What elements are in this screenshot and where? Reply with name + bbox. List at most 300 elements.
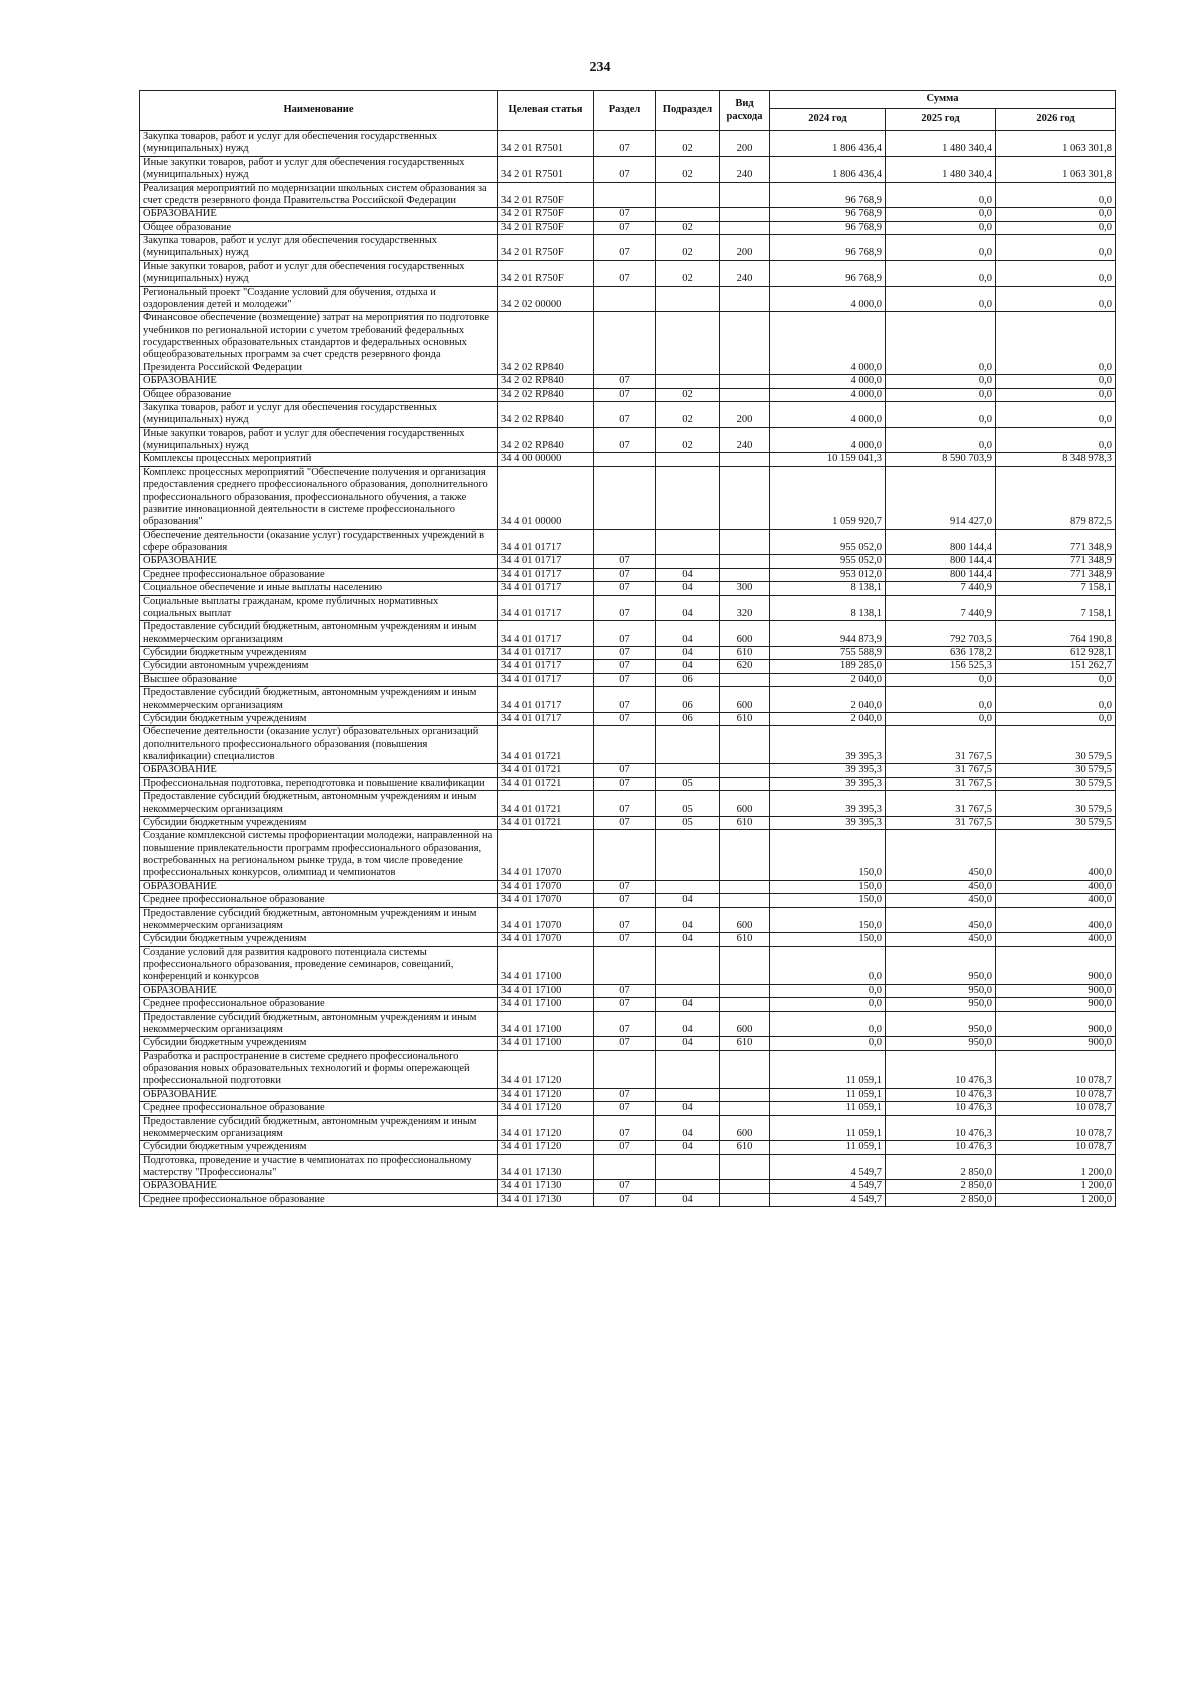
row-sum-2025: 0,0	[886, 221, 996, 234]
row-subsection: 04	[656, 1141, 720, 1154]
table-row	[140, 647, 1116, 660]
table-row	[140, 529, 1116, 555]
row-section: 07	[594, 208, 656, 221]
row-sum-2024: 150,0	[770, 880, 886, 893]
row-target-article: 34 4 01 01717	[498, 555, 594, 568]
table-row	[140, 401, 1116, 427]
row-sum-2025: 950,0	[886, 1011, 996, 1037]
row-expense-type	[720, 388, 770, 401]
row-subsection	[656, 453, 720, 466]
row-subsection: 02	[656, 388, 720, 401]
row-sum-2024: 11 059,1	[770, 1088, 886, 1101]
row-expense-type	[720, 375, 770, 388]
row-sum-2026: 151 262,7	[996, 660, 1116, 673]
row-sum-2026: 7 158,1	[996, 582, 1116, 595]
row-subsection	[656, 946, 720, 984]
row-subsection	[656, 1154, 720, 1180]
table-row	[140, 182, 1116, 208]
row-target-article: 34 2 01 R750F	[498, 235, 594, 261]
table-row	[140, 894, 1116, 907]
row-sum-2026: 0,0	[996, 375, 1116, 388]
row-subsection: 04	[656, 1193, 720, 1206]
row-target-article: 34 4 01 17120	[498, 1088, 594, 1101]
row-name: Субсидии бюджетным учреждениям	[140, 1141, 498, 1154]
row-name: Закупка товаров, работ и услуг для обеспечения государственных (муниципальных) нужд	[140, 401, 498, 427]
row-sum-2024: 2 040,0	[770, 673, 886, 686]
row-section: 07	[594, 647, 656, 660]
row-sum-2025: 450,0	[886, 830, 996, 881]
row-sum-2026: 900,0	[996, 946, 1116, 984]
row-sum-2025: 8 590 703,9	[886, 453, 996, 466]
row-sum-2025: 10 476,3	[886, 1141, 996, 1154]
row-name: Субсидии бюджетным учреждениям	[140, 647, 498, 660]
row-expense-type	[720, 568, 770, 581]
row-section: 07	[594, 1180, 656, 1193]
row-section: 07	[594, 816, 656, 829]
row-expense-type: 200	[720, 401, 770, 427]
row-sum-2024: 96 768,9	[770, 260, 886, 286]
row-subsection: 04	[656, 933, 720, 946]
table-row	[140, 286, 1116, 312]
row-sum-2026: 0,0	[996, 260, 1116, 286]
row-section: 07	[594, 1141, 656, 1154]
row-sum-2025: 914 427,0	[886, 466, 996, 529]
row-section: 07	[594, 712, 656, 725]
row-sum-2024: 2 040,0	[770, 687, 886, 713]
row-name: Комплекс процессных мероприятий "Обеспечение получения и организация предоставления среднего профессионального образования, дополнительного профессионального образования, профессионального обучения, а также развитие инновационной деятельности в системе профессионального образования"	[140, 466, 498, 529]
row-sum-2025: 950,0	[886, 1037, 996, 1050]
row-subsection	[656, 726, 720, 764]
table-row	[140, 453, 1116, 466]
row-name: Общее образование	[140, 388, 498, 401]
row-target-article: 34 2 02 RP840	[498, 388, 594, 401]
row-subsection: 05	[656, 777, 720, 790]
row-sum-2025: 31 767,5	[886, 764, 996, 777]
row-target-article: 34 4 01 17120	[498, 1115, 594, 1141]
row-expense-type: 610	[720, 647, 770, 660]
row-target-article: 34 4 01 17120	[498, 1141, 594, 1154]
row-target-article: 34 4 01 17100	[498, 984, 594, 997]
row-section	[594, 453, 656, 466]
row-target-article: 34 4 01 17130	[498, 1154, 594, 1180]
table-row	[140, 998, 1116, 1011]
row-sum-2024: 4 000,0	[770, 401, 886, 427]
row-subsection: 04	[656, 582, 720, 595]
row-sum-2026: 1 063 301,8	[996, 131, 1116, 157]
table-row	[140, 1193, 1116, 1206]
row-subsection: 02	[656, 156, 720, 182]
row-sum-2026: 0,0	[996, 182, 1116, 208]
row-sum-2025: 0,0	[886, 375, 996, 388]
row-sum-2025: 0,0	[886, 312, 996, 375]
row-target-article: 34 2 02 RP840	[498, 401, 594, 427]
row-target-article: 34 2 02 RP840	[498, 312, 594, 375]
row-name: Предоставление субсидий бюджетным, автономным учреждениям и иным некоммерческим организациям	[140, 791, 498, 817]
row-subsection: 02	[656, 427, 720, 453]
row-section: 07	[594, 984, 656, 997]
row-target-article: 34 2 01 R7501	[498, 156, 594, 182]
row-sum-2024: 10 159 041,3	[770, 453, 886, 466]
row-expense-type	[720, 894, 770, 907]
row-sum-2025: 0,0	[886, 712, 996, 725]
row-subsection: 04	[656, 1011, 720, 1037]
row-expense-type	[720, 726, 770, 764]
row-target-article: 34 4 01 17100	[498, 946, 594, 984]
row-expense-type	[720, 1154, 770, 1180]
budget-table	[139, 90, 1116, 1207]
row-expense-type	[720, 998, 770, 1011]
table-row	[140, 156, 1116, 182]
row-sum-2025: 0,0	[886, 260, 996, 286]
row-subsection: 02	[656, 221, 720, 234]
row-sum-2025: 10 476,3	[886, 1115, 996, 1141]
row-sum-2024: 955 052,0	[770, 529, 886, 555]
row-expense-type: 620	[720, 660, 770, 673]
row-sum-2025: 636 178,2	[886, 647, 996, 660]
row-subsection: 04	[656, 568, 720, 581]
row-section: 07	[594, 260, 656, 286]
row-section: 07	[594, 907, 656, 933]
row-section	[594, 286, 656, 312]
row-target-article: 34 2 02 00000	[498, 286, 594, 312]
row-section	[594, 529, 656, 555]
row-target-article: 34 4 01 17070	[498, 880, 594, 893]
row-section: 07	[594, 1037, 656, 1050]
row-section: 07	[594, 401, 656, 427]
row-sum-2025: 450,0	[886, 933, 996, 946]
row-sum-2024: 11 059,1	[770, 1115, 886, 1141]
row-sum-2025: 450,0	[886, 894, 996, 907]
row-expense-type: 200	[720, 235, 770, 261]
row-sum-2025: 31 767,5	[886, 777, 996, 790]
row-sum-2026: 10 078,7	[996, 1115, 1116, 1141]
row-target-article: 34 4 01 17130	[498, 1193, 594, 1206]
row-subsection: 04	[656, 595, 720, 621]
row-sum-2025: 31 767,5	[886, 726, 996, 764]
row-sum-2024: 39 395,3	[770, 791, 886, 817]
header-expense-type: Вид расхода	[720, 91, 770, 131]
row-sum-2026: 10 078,7	[996, 1050, 1116, 1088]
row-target-article: 34 2 01 R750F	[498, 260, 594, 286]
row-sum-2026: 400,0	[996, 907, 1116, 933]
row-subsection	[656, 208, 720, 221]
row-name: Разработка и распространение в системе среднего профессионального образования новых образовательных технологий и формы опережающей профессиональной подготовки	[140, 1050, 498, 1088]
table-row	[140, 466, 1116, 529]
row-expense-type	[720, 946, 770, 984]
row-subsection	[656, 880, 720, 893]
row-sum-2026: 400,0	[996, 830, 1116, 881]
row-sum-2025: 450,0	[886, 880, 996, 893]
row-expense-type	[720, 673, 770, 686]
row-sum-2025: 0,0	[886, 286, 996, 312]
row-sum-2026: 30 579,5	[996, 726, 1116, 764]
row-sum-2024: 8 138,1	[770, 595, 886, 621]
row-sum-2026: 0,0	[996, 673, 1116, 686]
row-section: 07	[594, 894, 656, 907]
row-sum-2025: 450,0	[886, 907, 996, 933]
row-subsection	[656, 529, 720, 555]
row-sum-2026: 30 579,5	[996, 816, 1116, 829]
table-row	[140, 673, 1116, 686]
row-subsection: 04	[656, 1037, 720, 1050]
row-section	[594, 466, 656, 529]
row-section: 07	[594, 1193, 656, 1206]
row-expense-type: 300	[720, 582, 770, 595]
row-sum-2025: 800 144,4	[886, 529, 996, 555]
row-name: Предоставление субсидий бюджетным, автономным учреждениям и иным некоммерческим организациям	[140, 621, 498, 647]
row-name: Предоставление субсидий бюджетным, автономным учреждениям и иным некоммерческим организациям	[140, 1115, 498, 1141]
row-target-article: 34 4 01 17070	[498, 894, 594, 907]
row-name: Среднее профессиональное образование	[140, 568, 498, 581]
row-sum-2024: 1 059 920,7	[770, 466, 886, 529]
row-name: Высшее образование	[140, 673, 498, 686]
row-sum-2024: 96 768,9	[770, 208, 886, 221]
row-subsection	[656, 984, 720, 997]
row-expense-type	[720, 466, 770, 529]
row-sum-2024: 8 138,1	[770, 582, 886, 595]
table-row	[140, 595, 1116, 621]
row-subsection: 04	[656, 660, 720, 673]
row-sum-2025: 0,0	[886, 235, 996, 261]
row-section: 07	[594, 673, 656, 686]
row-target-article: 34 4 01 01717	[498, 687, 594, 713]
row-sum-2026: 0,0	[996, 388, 1116, 401]
table-row	[140, 984, 1116, 997]
row-sum-2025: 2 850,0	[886, 1180, 996, 1193]
row-expense-type	[720, 1193, 770, 1206]
row-expense-type: 600	[720, 791, 770, 817]
row-sum-2024: 4 000,0	[770, 286, 886, 312]
row-sum-2024: 0,0	[770, 946, 886, 984]
row-sum-2026: 0,0	[996, 427, 1116, 453]
row-section: 07	[594, 131, 656, 157]
row-section: 07	[594, 1011, 656, 1037]
row-sum-2026: 8 348 978,3	[996, 453, 1116, 466]
row-target-article: 34 2 02 RP840	[498, 375, 594, 388]
row-sum-2025: 0,0	[886, 182, 996, 208]
row-sum-2026: 0,0	[996, 312, 1116, 375]
row-sum-2025: 950,0	[886, 984, 996, 997]
row-sum-2025: 0,0	[886, 687, 996, 713]
row-sum-2024: 4 000,0	[770, 427, 886, 453]
table-row	[140, 312, 1116, 375]
row-sum-2026: 612 928,1	[996, 647, 1116, 660]
row-sum-2026: 771 348,9	[996, 568, 1116, 581]
row-name: Среднее профессиональное образование	[140, 1102, 498, 1115]
header-year-2025: 2025 год	[886, 109, 996, 131]
row-sum-2024: 150,0	[770, 933, 886, 946]
row-target-article: 34 2 01 R7501	[498, 131, 594, 157]
row-expense-type: 240	[720, 156, 770, 182]
row-sum-2025: 10 476,3	[886, 1102, 996, 1115]
row-expense-type: 200	[720, 131, 770, 157]
header-year-2024: 2024 год	[770, 109, 886, 131]
row-sum-2026: 1 200,0	[996, 1180, 1116, 1193]
row-subsection: 02	[656, 131, 720, 157]
table-row	[140, 1011, 1116, 1037]
row-sum-2024: 4 000,0	[770, 388, 886, 401]
row-target-article: 34 4 01 01717	[498, 673, 594, 686]
row-subsection: 02	[656, 401, 720, 427]
row-name: Создание условий для развития кадрового потенциала системы профессионального образования, проведение семинаров, совещаний, конференций и конкурсов	[140, 946, 498, 984]
table-row	[140, 712, 1116, 725]
row-name: Социальное обеспечение и иные выплаты населению	[140, 582, 498, 595]
row-target-article: 34 4 01 01721	[498, 791, 594, 817]
row-expense-type	[720, 312, 770, 375]
row-expense-type	[720, 182, 770, 208]
row-target-article: 34 4 01 17120	[498, 1050, 594, 1088]
row-sum-2026: 0,0	[996, 221, 1116, 234]
row-sum-2026: 400,0	[996, 933, 1116, 946]
row-name: Среднее профессиональное образование	[140, 998, 498, 1011]
row-sum-2026: 900,0	[996, 984, 1116, 997]
row-sum-2024: 0,0	[770, 1011, 886, 1037]
row-sum-2026: 0,0	[996, 401, 1116, 427]
row-sum-2024: 0,0	[770, 984, 886, 997]
row-section: 07	[594, 235, 656, 261]
row-subsection: 04	[656, 621, 720, 647]
row-name: Субсидии бюджетным учреждениям	[140, 816, 498, 829]
row-subsection: 02	[656, 260, 720, 286]
row-subsection: 04	[656, 647, 720, 660]
row-name: Субсидии бюджетным учреждениям	[140, 712, 498, 725]
row-expense-type	[720, 777, 770, 790]
row-section: 07	[594, 660, 656, 673]
table-row	[140, 1037, 1116, 1050]
row-sum-2025: 950,0	[886, 946, 996, 984]
row-expense-type	[720, 208, 770, 221]
row-target-article: 34 4 01 17100	[498, 1037, 594, 1050]
row-sum-2026: 10 078,7	[996, 1088, 1116, 1101]
table-row	[140, 1141, 1116, 1154]
row-name: Субсидии бюджетным учреждениям	[140, 1037, 498, 1050]
row-sum-2025: 950,0	[886, 998, 996, 1011]
row-target-article: 34 4 01 01721	[498, 816, 594, 829]
row-sum-2026: 1 200,0	[996, 1154, 1116, 1180]
row-subsection	[656, 182, 720, 208]
row-sum-2025: 792 703,5	[886, 621, 996, 647]
row-name: Обеспечение деятельности (оказание услуг) государственных учреждений в сфере образования	[140, 529, 498, 555]
table-row	[140, 791, 1116, 817]
header-name: Наименование	[140, 91, 498, 131]
row-target-article: 34 4 01 01721	[498, 764, 594, 777]
row-target-article: 34 4 01 01717	[498, 582, 594, 595]
row-subsection: 04	[656, 1102, 720, 1115]
row-sum-2024: 0,0	[770, 998, 886, 1011]
row-expense-type: 610	[720, 816, 770, 829]
row-sum-2024: 755 588,9	[770, 647, 886, 660]
row-section: 07	[594, 1102, 656, 1115]
row-sum-2024: 955 052,0	[770, 555, 886, 568]
row-name: Среднее профессиональное образование	[140, 1193, 498, 1206]
row-sum-2024: 96 768,9	[770, 182, 886, 208]
table-row	[140, 933, 1116, 946]
row-expense-type: 600	[720, 621, 770, 647]
table-row	[140, 388, 1116, 401]
row-target-article: 34 4 01 01717	[498, 712, 594, 725]
row-expense-type: 600	[720, 907, 770, 933]
row-subsection: 04	[656, 998, 720, 1011]
table-row	[140, 427, 1116, 453]
row-sum-2026: 0,0	[996, 712, 1116, 725]
row-sum-2026: 900,0	[996, 1011, 1116, 1037]
row-expense-type: 610	[720, 933, 770, 946]
row-target-article: 34 4 01 17100	[498, 998, 594, 1011]
row-sum-2026: 10 078,7	[996, 1102, 1116, 1115]
table-row	[140, 1115, 1116, 1141]
row-sum-2024: 150,0	[770, 894, 886, 907]
row-sum-2024: 0,0	[770, 1037, 886, 1050]
table-row	[140, 830, 1116, 881]
row-subsection: 06	[656, 712, 720, 725]
table-row	[140, 131, 1116, 157]
row-sum-2024: 150,0	[770, 830, 886, 881]
row-section: 07	[594, 555, 656, 568]
row-section: 07	[594, 568, 656, 581]
row-name: Подготовка, проведение и участие в чемпионатах по профессиональному мастерству "Профессионалы"	[140, 1154, 498, 1180]
row-subsection	[656, 830, 720, 881]
row-sum-2024: 4 549,7	[770, 1193, 886, 1206]
row-sum-2024: 39 395,3	[770, 764, 886, 777]
row-expense-type	[720, 555, 770, 568]
row-target-article: 34 2 02 RP840	[498, 427, 594, 453]
row-subsection	[656, 466, 720, 529]
row-subsection	[656, 312, 720, 375]
row-expense-type	[720, 286, 770, 312]
row-sum-2024: 4 000,0	[770, 312, 886, 375]
row-sum-2026: 1 063 301,8	[996, 156, 1116, 182]
row-sum-2026: 771 348,9	[996, 529, 1116, 555]
row-name: Общее образование	[140, 221, 498, 234]
row-sum-2026: 0,0	[996, 208, 1116, 221]
row-target-article: 34 4 00 00000	[498, 453, 594, 466]
row-target-article: 34 4 01 01721	[498, 726, 594, 764]
row-target-article: 34 2 01 R750F	[498, 221, 594, 234]
table-row	[140, 880, 1116, 893]
row-subsection	[656, 555, 720, 568]
row-target-article: 34 4 01 17100	[498, 1011, 594, 1037]
row-sum-2024: 4 549,7	[770, 1180, 886, 1193]
row-section: 07	[594, 764, 656, 777]
row-sum-2026: 30 579,5	[996, 764, 1116, 777]
row-section: 07	[594, 998, 656, 1011]
row-section: 07	[594, 777, 656, 790]
row-target-article: 34 4 01 01717	[498, 568, 594, 581]
row-section: 07	[594, 595, 656, 621]
row-sum-2025: 1 480 340,4	[886, 131, 996, 157]
row-section: 07	[594, 221, 656, 234]
table-row	[140, 208, 1116, 221]
row-sum-2026: 879 872,5	[996, 466, 1116, 529]
row-name: Среднее профессиональное образование	[140, 894, 498, 907]
row-section: 07	[594, 1115, 656, 1141]
row-sum-2024: 96 768,9	[770, 221, 886, 234]
row-name: ОБРАЗОВАНИЕ	[140, 555, 498, 568]
row-sum-2024: 11 059,1	[770, 1050, 886, 1088]
table-row	[140, 235, 1116, 261]
row-sum-2026: 764 190,8	[996, 621, 1116, 647]
table-row	[140, 907, 1116, 933]
row-sum-2025: 10 476,3	[886, 1088, 996, 1101]
row-expense-type	[720, 1050, 770, 1088]
row-name: Иные закупки товаров, работ и услуг для обеспечения государственных (муниципальных) нужд	[140, 260, 498, 286]
row-sum-2024: 1 806 436,4	[770, 156, 886, 182]
row-sum-2025: 31 767,5	[886, 791, 996, 817]
row-section	[594, 830, 656, 881]
row-name: ОБРАЗОВАНИЕ	[140, 208, 498, 221]
row-target-article: 34 4 01 01717	[498, 660, 594, 673]
row-section: 07	[594, 933, 656, 946]
